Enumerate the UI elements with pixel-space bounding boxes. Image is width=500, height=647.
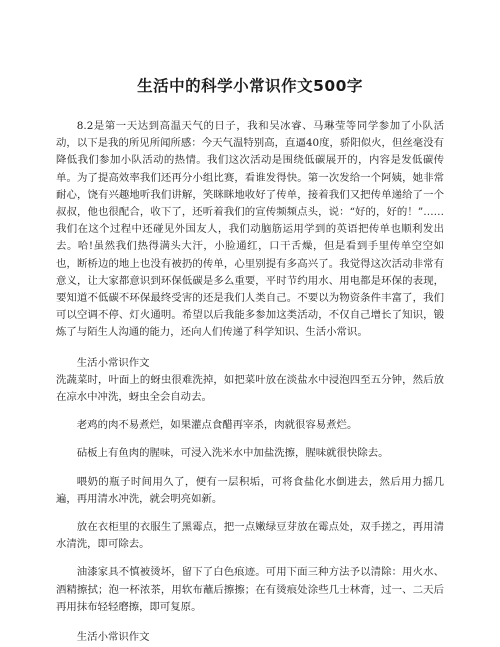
- paragraph-tip: 喂奶的瓶子时间用久了，便有一层积垢，可将食盐化水倒进去，然后用力摇几遍，再用清水冲洗，就会明亮如新。: [56, 475, 444, 505]
- section-heading: 生活小常识作文: [76, 631, 150, 644]
- section-heading: 生活小常识作文: [76, 356, 150, 369]
- document-title: 生活中的科学小常识作文500字: [137, 77, 363, 95]
- paragraph-tip: 老鸡的肉不易煮烂，如果灌点食醋再宰杀，肉就很容易煮烂。: [76, 419, 358, 432]
- paragraph-tip: 放在衣柜里的衣服生了黑霉点，把一点嫩绿豆芽放在霉点处，双手搓之，再用清水清洗，即可除去。: [56, 521, 444, 551]
- paragraph-tip: 砧板上有鱼肉的腥味，可浸入洗米水中加盐洗擦，腥味就很快除去。: [76, 447, 389, 460]
- paragraph-tip: 油漆家具不慎被烫坏，留下了白色痕迹。可用下面三种方法予以清除：用火水、酒精擦拭；泡一杯浓茶，用软布蘸后擦擦；在有烫痕处涂些几士林膏，过一、二天后再用抹布轻轻磨擦，即可复原。: [56, 566, 444, 613]
- paragraph-tip: 洗蔬菜时，叶面上的蚜虫很难洗掉，如把菜叶放在淡盐水中浸泡四至五分钟，然后放在凉水中冲洗，蚜虫全会自动去。: [56, 373, 444, 404]
- paragraph-activity: 8.2是第一天达到高温天气的日子，我和吴冰睿、马琳莹等同学参加了小队活动，以下是我的所见所闻所感：今天气温特别高，直逼40度，骄阳似火，但丝毫没有降低我们参加小队活动的热情。我们这次活动是围绕低碳展开的，内容是发低碳传单。为了提高效率我们还再分小组比赛，看谁发得快。第一次发给一个阿姨，她非常耐心，饶有兴趣地听我们讲解，笑眯眯地收好了传单，接着我们又把传单递给了一个叔叔，他也很配合，收下了，还听着我们的宣传频频点头，说：“好的，好的！”……我们在这个过程中还碰见外国友人，我们动脑筋运用学到的英语把传单也顺利发出去。哈!虽然我们热得满头大汗，小脸通红，口干舌燥，但是看到手里传单空空如也，断桥边的地上也没有被扔的传单，心里别提有多高兴了。我觉得这次活动非常有意义，让大家都意识到环保低碳是多么重要，平时节约用水、用电都是环保的表现，要知道不低碳不环保最终受害的还是我们人类自己。不要以为物资条件丰富了，我们可以空调不停、灯火通明。希望以后我能多参加这类活动，不仅自己增长了知识，锻炼了与陌生人沟通的能力，还向人们传递了科学知识、生活小常识。: [56, 120, 444, 339]
